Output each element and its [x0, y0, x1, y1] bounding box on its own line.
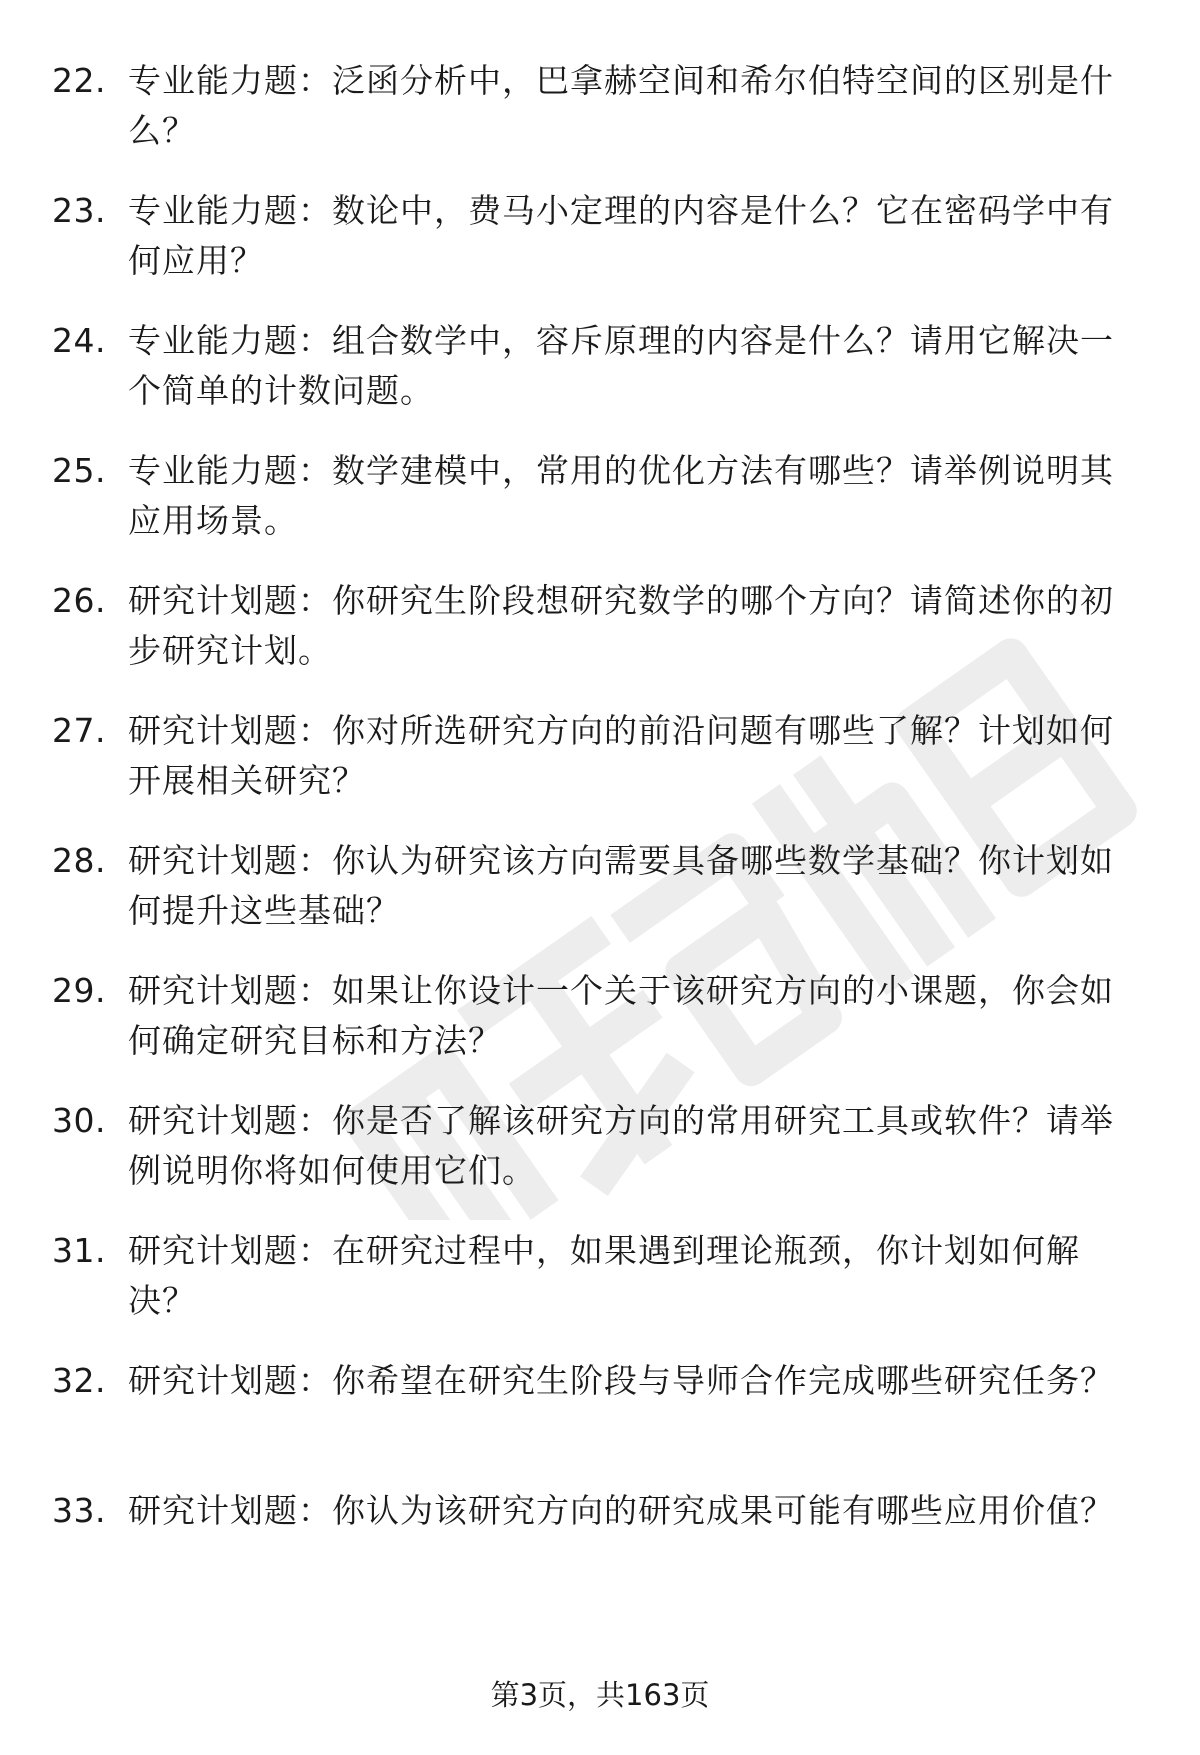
- item-text: 专业能力题：数学建模中，常用的优化方法有哪些？请举例说明其应用场景。: [128, 451, 1114, 540]
- item-text: 专业能力题：组合数学中，容斥原理的内容是什么？请用它解决一个简单的计数问题。: [128, 321, 1114, 410]
- page-footer: 第3页，共163页: [490, 1678, 710, 1712]
- item-text: 研究计划题：你认为该研究方向的研究成果可能有哪些应用价值？: [128, 1491, 1114, 1530]
- item-number: 31.: [52, 1231, 106, 1270]
- item-number: 25.: [52, 451, 106, 490]
- list-item: [52, 576, 1152, 706]
- item-text: 研究计划题：你希望在研究生阶段与导师合作完成哪些研究任务？: [128, 1361, 1114, 1400]
- list-item: [52, 1226, 1152, 1356]
- question-list: [52, 56, 1152, 1616]
- item-number: 26.: [52, 581, 106, 620]
- list-item: [52, 1096, 1152, 1226]
- list-item: [52, 1486, 1152, 1616]
- item-text: 研究计划题：你认为研究该方向需要具备哪些数学基础？你计划如何提升这些基础？: [128, 841, 1114, 930]
- item-text: 研究计划题：如果让你设计一个关于该研究方向的小课题，你会如何确定研究目标和方法？: [128, 971, 1114, 1060]
- item-text: 研究计划题：你对所选研究方向的前沿问题有哪些了解？计划如何开展相关研究？: [128, 711, 1114, 800]
- item-number: 29.: [52, 971, 106, 1010]
- item-number: 28.: [52, 841, 106, 880]
- list-item: [52, 836, 1152, 966]
- list-item: [52, 1356, 1152, 1486]
- item-number: 23.: [52, 191, 106, 230]
- list-item: [52, 446, 1152, 576]
- list-item: [52, 966, 1152, 1096]
- item-number: 24.: [52, 321, 106, 360]
- item-text: 研究计划题：在研究过程中，如果遇到理论瓶颈，你计划如何解决？: [128, 1231, 1080, 1320]
- item-number: 22.: [52, 61, 106, 100]
- list-item: [52, 56, 1152, 186]
- item-number: 32.: [52, 1361, 106, 1400]
- list-item: [52, 186, 1152, 316]
- list-item: [52, 316, 1152, 446]
- item-number: 27.: [52, 711, 106, 750]
- list-item: [52, 706, 1152, 836]
- item-text: 研究计划题：你研究生阶段想研究数学的哪个方向？请简述你的初步研究计划。: [128, 581, 1114, 670]
- item-text: 研究计划题：你是否了解该研究方向的常用研究工具或软件？请举例说明你将如何使用它们。: [128, 1101, 1114, 1190]
- item-text: 专业能力题：数论中，费马小定理的内容是什么？它在密码学中有何应用？: [128, 191, 1114, 280]
- item-number: 33.: [52, 1491, 106, 1530]
- item-number: 30.: [52, 1101, 106, 1140]
- item-text: 专业能力题：泛函分析中，巴拿赫空间和希尔伯特空间的区别是什么？: [128, 61, 1114, 150]
